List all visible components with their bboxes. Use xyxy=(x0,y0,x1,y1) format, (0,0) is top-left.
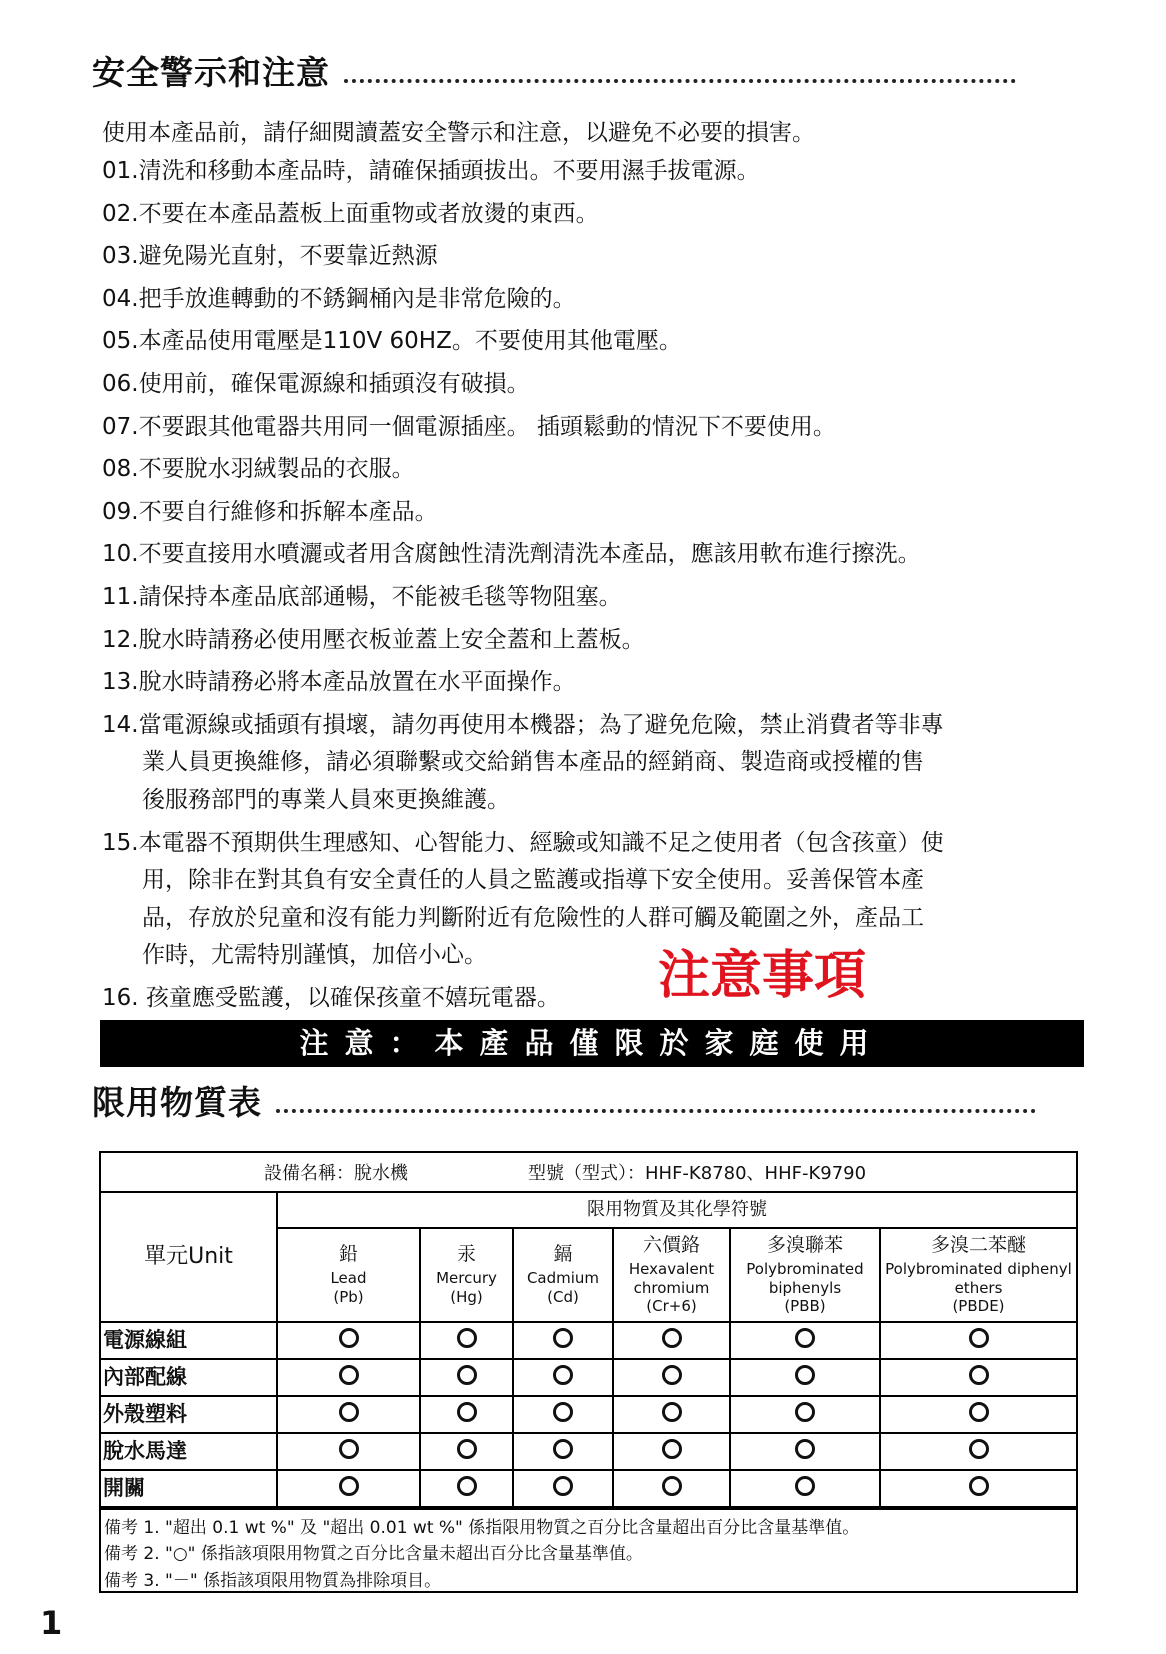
mark-cell xyxy=(513,1396,613,1433)
list-item: 11.請保持本產品底部通暢，不能被毛毯等物阻塞。 xyxy=(102,583,622,610)
substance-grid xyxy=(101,1193,1076,1508)
substance-cn: 六價鉻 xyxy=(642,1234,700,1256)
list-item: 04.把手放進轉動的不銹鋼桶內是非常危險的。 xyxy=(102,285,576,312)
circle-mark-icon xyxy=(662,1402,682,1422)
mark-cell xyxy=(730,1396,880,1433)
substance-column-header xyxy=(420,1228,513,1322)
red-notice-title: 注意事項 xyxy=(658,946,867,1006)
circle-mark-icon xyxy=(457,1328,477,1348)
section-heading-safety xyxy=(92,53,1016,92)
circle-mark-icon xyxy=(969,1328,989,1348)
substance-cn: 鉛 xyxy=(338,1243,358,1266)
unit-name: 脫水馬達 xyxy=(101,1433,277,1470)
mark-cell xyxy=(513,1470,613,1507)
list-item-line: 用，除非在對其負有安全責任的人員之監護或指導下安全使用。妥善保管本產 xyxy=(142,867,924,894)
table-row xyxy=(101,1322,1076,1359)
list-item-line: 業人員更換維修，請必須聯繫或交給銷售本產品的經銷商、製造商或授權的售 xyxy=(142,749,924,776)
substance-column-header xyxy=(730,1228,880,1322)
list-item xyxy=(102,712,1082,815)
list-item xyxy=(102,830,1082,970)
circle-mark-icon xyxy=(457,1476,477,1496)
table-row xyxy=(101,1433,1076,1470)
substance-en: Lead xyxy=(330,1269,367,1288)
list-item-line: 14.當電源線或插頭有損壞，請勿再使用本機器；為了避免危險，禁止消費者等非專 xyxy=(102,711,944,738)
remark-line: 備考 1. "超出 0.1 wt %" 及 "超出 0.01 wt %" 係指限用物質之百分比含量超出百分比含量基準值。 xyxy=(104,1518,860,1538)
substance-cn: 鎘 xyxy=(553,1243,573,1266)
table-row xyxy=(101,1359,1076,1396)
list-item: 05.本產品使用電壓是110V 60HZ。不要使用其他電壓。 xyxy=(102,328,682,355)
circle-mark-icon xyxy=(553,1365,573,1385)
substance-cn: 汞 xyxy=(456,1243,476,1266)
unit-name: 外殼塑料 xyxy=(101,1396,277,1433)
circle-mark-icon xyxy=(339,1476,359,1496)
device-name: 設備名稱：脫水機 xyxy=(264,1163,408,1184)
substance-en: Polybrominated diphenyl ethers xyxy=(885,1259,1072,1297)
restricted-substances-table xyxy=(99,1151,1078,1593)
mark-cell xyxy=(730,1359,880,1396)
list-item-line: 後服務部門的專業人員來更換維護。 xyxy=(142,786,510,813)
circle-mark-icon xyxy=(969,1476,989,1496)
list-item: 07.不要跟其他電器共用同一個電源插座。 插頭鬆動的情況下不要使用。 xyxy=(102,413,836,440)
circle-mark-icon xyxy=(457,1402,477,1422)
unit-name: 電源線組 xyxy=(101,1322,277,1359)
list-item: 09.不要自行維修和拆解本產品。 xyxy=(102,498,438,525)
section-title: 限用物質表 xyxy=(92,1083,262,1122)
circle-mark-icon xyxy=(457,1439,477,1459)
mark-cell xyxy=(420,1470,513,1507)
unit-header: 單元Unit xyxy=(101,1193,277,1322)
mark-cell xyxy=(277,1433,420,1470)
substance-en: Polybrominated biphenyls xyxy=(746,1259,864,1297)
unit-name: 內部配線 xyxy=(101,1359,277,1396)
dotted-leader xyxy=(276,1109,1036,1113)
substance-en: Hexavalent chromium xyxy=(628,1259,715,1297)
substance-sym: (Cd) xyxy=(547,1287,579,1306)
list-item: 08.不要脫水羽絨製品的衣服。 xyxy=(102,456,415,483)
intro-text: 使用本產品前，請仔細閱讀蓋安全警示和注意，以避免不必要的損害。 xyxy=(102,120,815,146)
list-item: 10.不要直接用水噴灑或者用含腐蝕性清洗劑清洗本產品，應該用軟布進行擦洗。 xyxy=(102,541,921,568)
table-row xyxy=(101,1396,1076,1433)
list-item-line: 作時，尤需特別謹慎，加倍小心。 xyxy=(142,942,487,969)
substance-sym: (Pb) xyxy=(333,1287,364,1306)
circle-mark-icon xyxy=(339,1328,359,1348)
page-number: 1 xyxy=(40,1604,63,1642)
list-item-line: 15.本電器不預期供生理感知、心智能力、經驗或知識不足之使用者（包含孩童）使 xyxy=(102,829,944,856)
circle-mark-icon xyxy=(662,1328,682,1348)
circle-mark-icon xyxy=(795,1365,815,1385)
safety-list xyxy=(102,158,1082,1027)
substance-group-header: 限用物質及其化學符號 xyxy=(277,1193,1076,1228)
circle-mark-icon xyxy=(662,1476,682,1496)
list-item: 02.不要在本產品蓋板上面重物或者放燙的東西。 xyxy=(102,200,599,227)
list-item: 13.脫水時請務必將本產品放置在水平面操作。 xyxy=(102,669,576,696)
mark-cell xyxy=(513,1433,613,1470)
section-title: 安全警示和注意 xyxy=(92,53,330,92)
list-item: 03.避免陽光直射，不要靠近熱源 xyxy=(102,243,438,270)
mark-cell xyxy=(277,1470,420,1507)
table-header-info xyxy=(101,1153,1076,1193)
substance-sym: (Hg) xyxy=(450,1287,483,1306)
circle-mark-icon xyxy=(795,1328,815,1348)
substance-column-header xyxy=(613,1228,730,1322)
mark-cell xyxy=(613,1433,730,1470)
mark-cell xyxy=(880,1433,1076,1470)
substance-en: Cadmium xyxy=(526,1269,600,1288)
unit-name: 開關 xyxy=(101,1470,277,1507)
mark-cell xyxy=(880,1396,1076,1433)
section-heading-restricted xyxy=(92,1083,1036,1122)
mark-cell xyxy=(613,1322,730,1359)
circle-mark-icon xyxy=(457,1365,477,1385)
mark-cell xyxy=(613,1359,730,1396)
circle-mark-icon xyxy=(553,1328,573,1348)
mark-cell xyxy=(730,1470,880,1507)
mark-cell xyxy=(880,1359,1076,1396)
substance-column-header xyxy=(513,1228,613,1322)
list-item: 12.脫水時請務必使用壓衣板並蓋上安全蓋和上蓋板。 xyxy=(102,626,645,653)
mark-cell xyxy=(613,1470,730,1507)
mark-cell xyxy=(420,1396,513,1433)
mark-cell xyxy=(880,1470,1076,1507)
mark-cell xyxy=(277,1396,420,1433)
circle-mark-icon xyxy=(969,1365,989,1385)
substance-column-header xyxy=(277,1228,420,1322)
mark-cell xyxy=(513,1322,613,1359)
substance-sym: (Cr+6) xyxy=(646,1297,697,1316)
remark-line: 備考 3. "－" 係指該項限用物質為排除項目。 xyxy=(104,1570,442,1591)
model-number: 型號（型式）：HHF-K8780、HHF-K9790 xyxy=(528,1163,867,1184)
circle-mark-icon xyxy=(795,1476,815,1496)
substance-en: Mercury xyxy=(436,1269,497,1288)
mark-cell xyxy=(277,1359,420,1396)
circle-mark-icon xyxy=(553,1402,573,1422)
mark-cell xyxy=(730,1433,880,1470)
circle-mark-icon xyxy=(662,1439,682,1459)
mark-cell xyxy=(420,1322,513,1359)
circle-mark-icon xyxy=(795,1439,815,1459)
mark-cell xyxy=(880,1322,1076,1359)
substance-sym: (PBDE) xyxy=(952,1297,1005,1316)
home-use-only-banner: 注意：本產品僅限於家庭使用 xyxy=(100,1020,1084,1067)
mark-cell xyxy=(730,1322,880,1359)
circle-mark-icon xyxy=(969,1402,989,1422)
substance-cn: 多溴聯苯 xyxy=(766,1234,843,1256)
list-item: 06.使用前，確保電源線和插頭沒有破損。 xyxy=(102,370,530,397)
remarks xyxy=(101,1508,1076,1594)
list-item-line: 品，存放於兒童和沒有能力判斷附近有危險性的人群可觸及範圍之外，產品工 xyxy=(142,904,924,931)
list-item: 16. 孩童應受監護，以確保孩童不嬉玩電器。 xyxy=(102,984,560,1011)
dotted-leader xyxy=(344,79,1016,83)
circle-mark-icon xyxy=(339,1365,359,1385)
circle-mark-icon xyxy=(795,1402,815,1422)
circle-mark-icon xyxy=(553,1476,573,1496)
substance-column-header xyxy=(880,1228,1076,1322)
mark-cell xyxy=(613,1396,730,1433)
mark-cell xyxy=(420,1433,513,1470)
circle-mark-icon xyxy=(339,1439,359,1459)
substance-cn: 多溴二苯醚 xyxy=(930,1234,1026,1256)
circle-mark-icon xyxy=(662,1365,682,1385)
mark-cell xyxy=(277,1322,420,1359)
list-item: 01.清洗和移動本產品時，請確保插頭拔出。不要用濕手拔電源。 xyxy=(102,158,760,184)
mark-cell xyxy=(420,1359,513,1396)
remark-line: 備考 2. "○" 係指該項限用物質之百分比含量未超出百分比含量基準值。 xyxy=(104,1544,643,1565)
circle-mark-icon xyxy=(339,1402,359,1422)
circle-mark-icon xyxy=(553,1439,573,1459)
substance-sym: (PBB) xyxy=(784,1297,826,1316)
mark-cell xyxy=(513,1359,613,1396)
circle-mark-icon xyxy=(969,1439,989,1459)
table-row xyxy=(101,1470,1076,1507)
